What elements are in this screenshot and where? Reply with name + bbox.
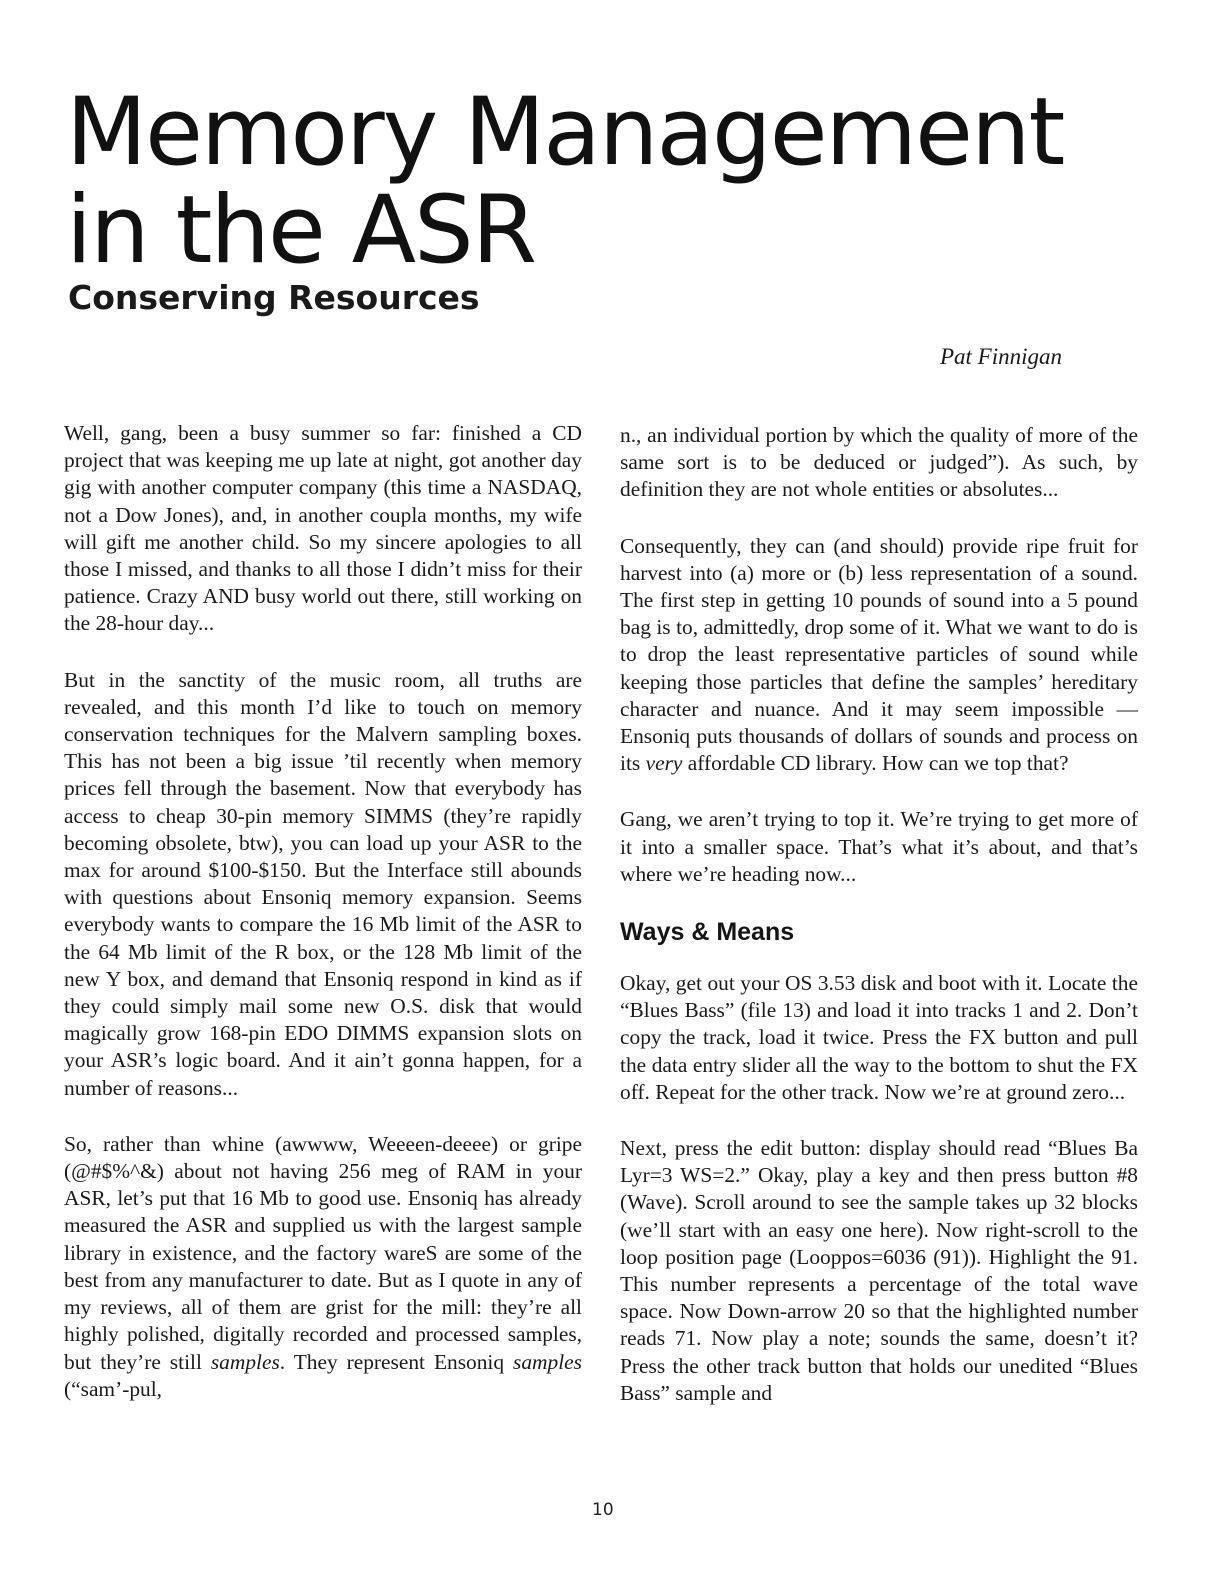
emphasis: samples (210, 1349, 280, 1374)
article-title: Memory Management in the ASR (66, 78, 1064, 285)
text-run: (“sam’-pul, (64, 1376, 163, 1401)
text-run: Consequently, they can (and should) provide ripe fruit for harvest into (a) more or (b) less representation of a sound. The first step in getting 10 pounds of sound into a 5 pound bag is to, admittedly, drop some of it. What we want to do is to drop the least representative particles of sound while keeping those particles that define the samples’ hereditary character and nuance. And it may seem impossible — Ensoniq puts thousands of dollars of sounds and process on its (620, 533, 1138, 776)
body-paragraph (64, 1131, 582, 1403)
author-byline: Pat Finnigan (939, 344, 1062, 369)
body-paragraph: Okay, get out your OS 3.53 disk and boot with it. Locate the “Blues Bass” (file 13) and load it into tracks 1 and 2. Don’t copy the track, load it twice. Press the FX button and pull the data entry slider all the way to the bottom to shut the FX off. Repeat for the other track. Now we’re at ground zero... (620, 971, 1138, 1104)
text-run: So, rather than whine (awwww, Weeeen-deeee) or gripe (@#$%^&) about not having 256 meg of RAM in your ASR, let’s put that 16 Mb to good use. Ensoniq has already measured the ASR and supplied us with the largest sample library in existence, and the factory wareS are some of the best from any manufacturer to date. But as I quote in any of my reviews, all of them are grist for the mill: they’re all highly polished, digitally recorded and processed samples, but they’re still (64, 1131, 582, 1374)
left-column (64, 420, 582, 1432)
body-paragraph: But in the sanctity of the music room, all truths are revealed, and this month I’d like to touch on memory conservation techniques for the Malvern sampling boxes. This has not been a big issue ’til recently when memory prices fell through the basement. Now that everybody has access to cheap 30-pin memory SIMMS (they’re rapidly becoming obsolete, btw), you can load up your ASR to the max for around $100-$150. But the Interface still abounds with questions about Ensoniq memory expansion. Seems everybody wants to compare the 16 Mb limit of the ASR to the 64 Mb limit of the R box, or the 128 Mb limit of the new Y box, and demand that Ensoniq respond in kind as if they could simply mail some new O.S. disk that would magically grow 168-pin EDO DIMMS expansion slots on your ASR’s logic board. And it ain’t gonna happen, for a number of reasons... (64, 667, 582, 1100)
article-subtitle: Conserving Resources (68, 278, 480, 317)
emphasis: samples (513, 1349, 582, 1374)
emphasis: very (645, 751, 683, 776)
body-paragraph (620, 533, 1138, 778)
body-paragraph: n., an individual portion by which the quality of more of the same sort is to be deduced or judged”). As such, by definition they are not whole entities or absolutes... (620, 423, 1138, 502)
body-paragraph: Well, gang, been a busy summer so far: finished a CD project that was keeping me up late at night, got another day gig with another computer company (this time a NASDAQ, not a Dow Jones), and, in another coupla months, my wife will gift me another child. So my sincere apologies to all those I missed, and thanks to all those I didn’t miss for their patience. Crazy AND busy world out there, still working on the 28-hour day... (64, 421, 582, 636)
text-run: . They represent Ensoniq (279, 1349, 505, 1374)
section-heading: Ways & Means (620, 918, 795, 947)
body-paragraph: Next, press the edit button: display should read “Blues Ba Lyr=3 WS=2.” Okay, play a key and then press button #8 (Wave). Scroll around to see the sample takes up 32 blocks (we’ll start with an easy one here). Now right-scroll to the loop position page (Looppos=6036 (91)). Highlight the 91. This number represents a percentage of the total wave space. Now Down-arrow 20 so that the highlighted number reads 71. Now play a note; sounds the same, doesn’t it? Press the other track button that holds our unedited “Blues Bass” sample and (620, 1136, 1138, 1405)
page-number: 10 (592, 1500, 614, 1520)
text-run: affordable CD library. How can we top that? (687, 751, 1069, 776)
body-paragraph: Gang, we aren’t trying to top it. We’re trying to get more of it into a smaller space. That’s what it’s about, and that’s where we’re heading now... (620, 807, 1138, 886)
right-column (620, 422, 1138, 1436)
